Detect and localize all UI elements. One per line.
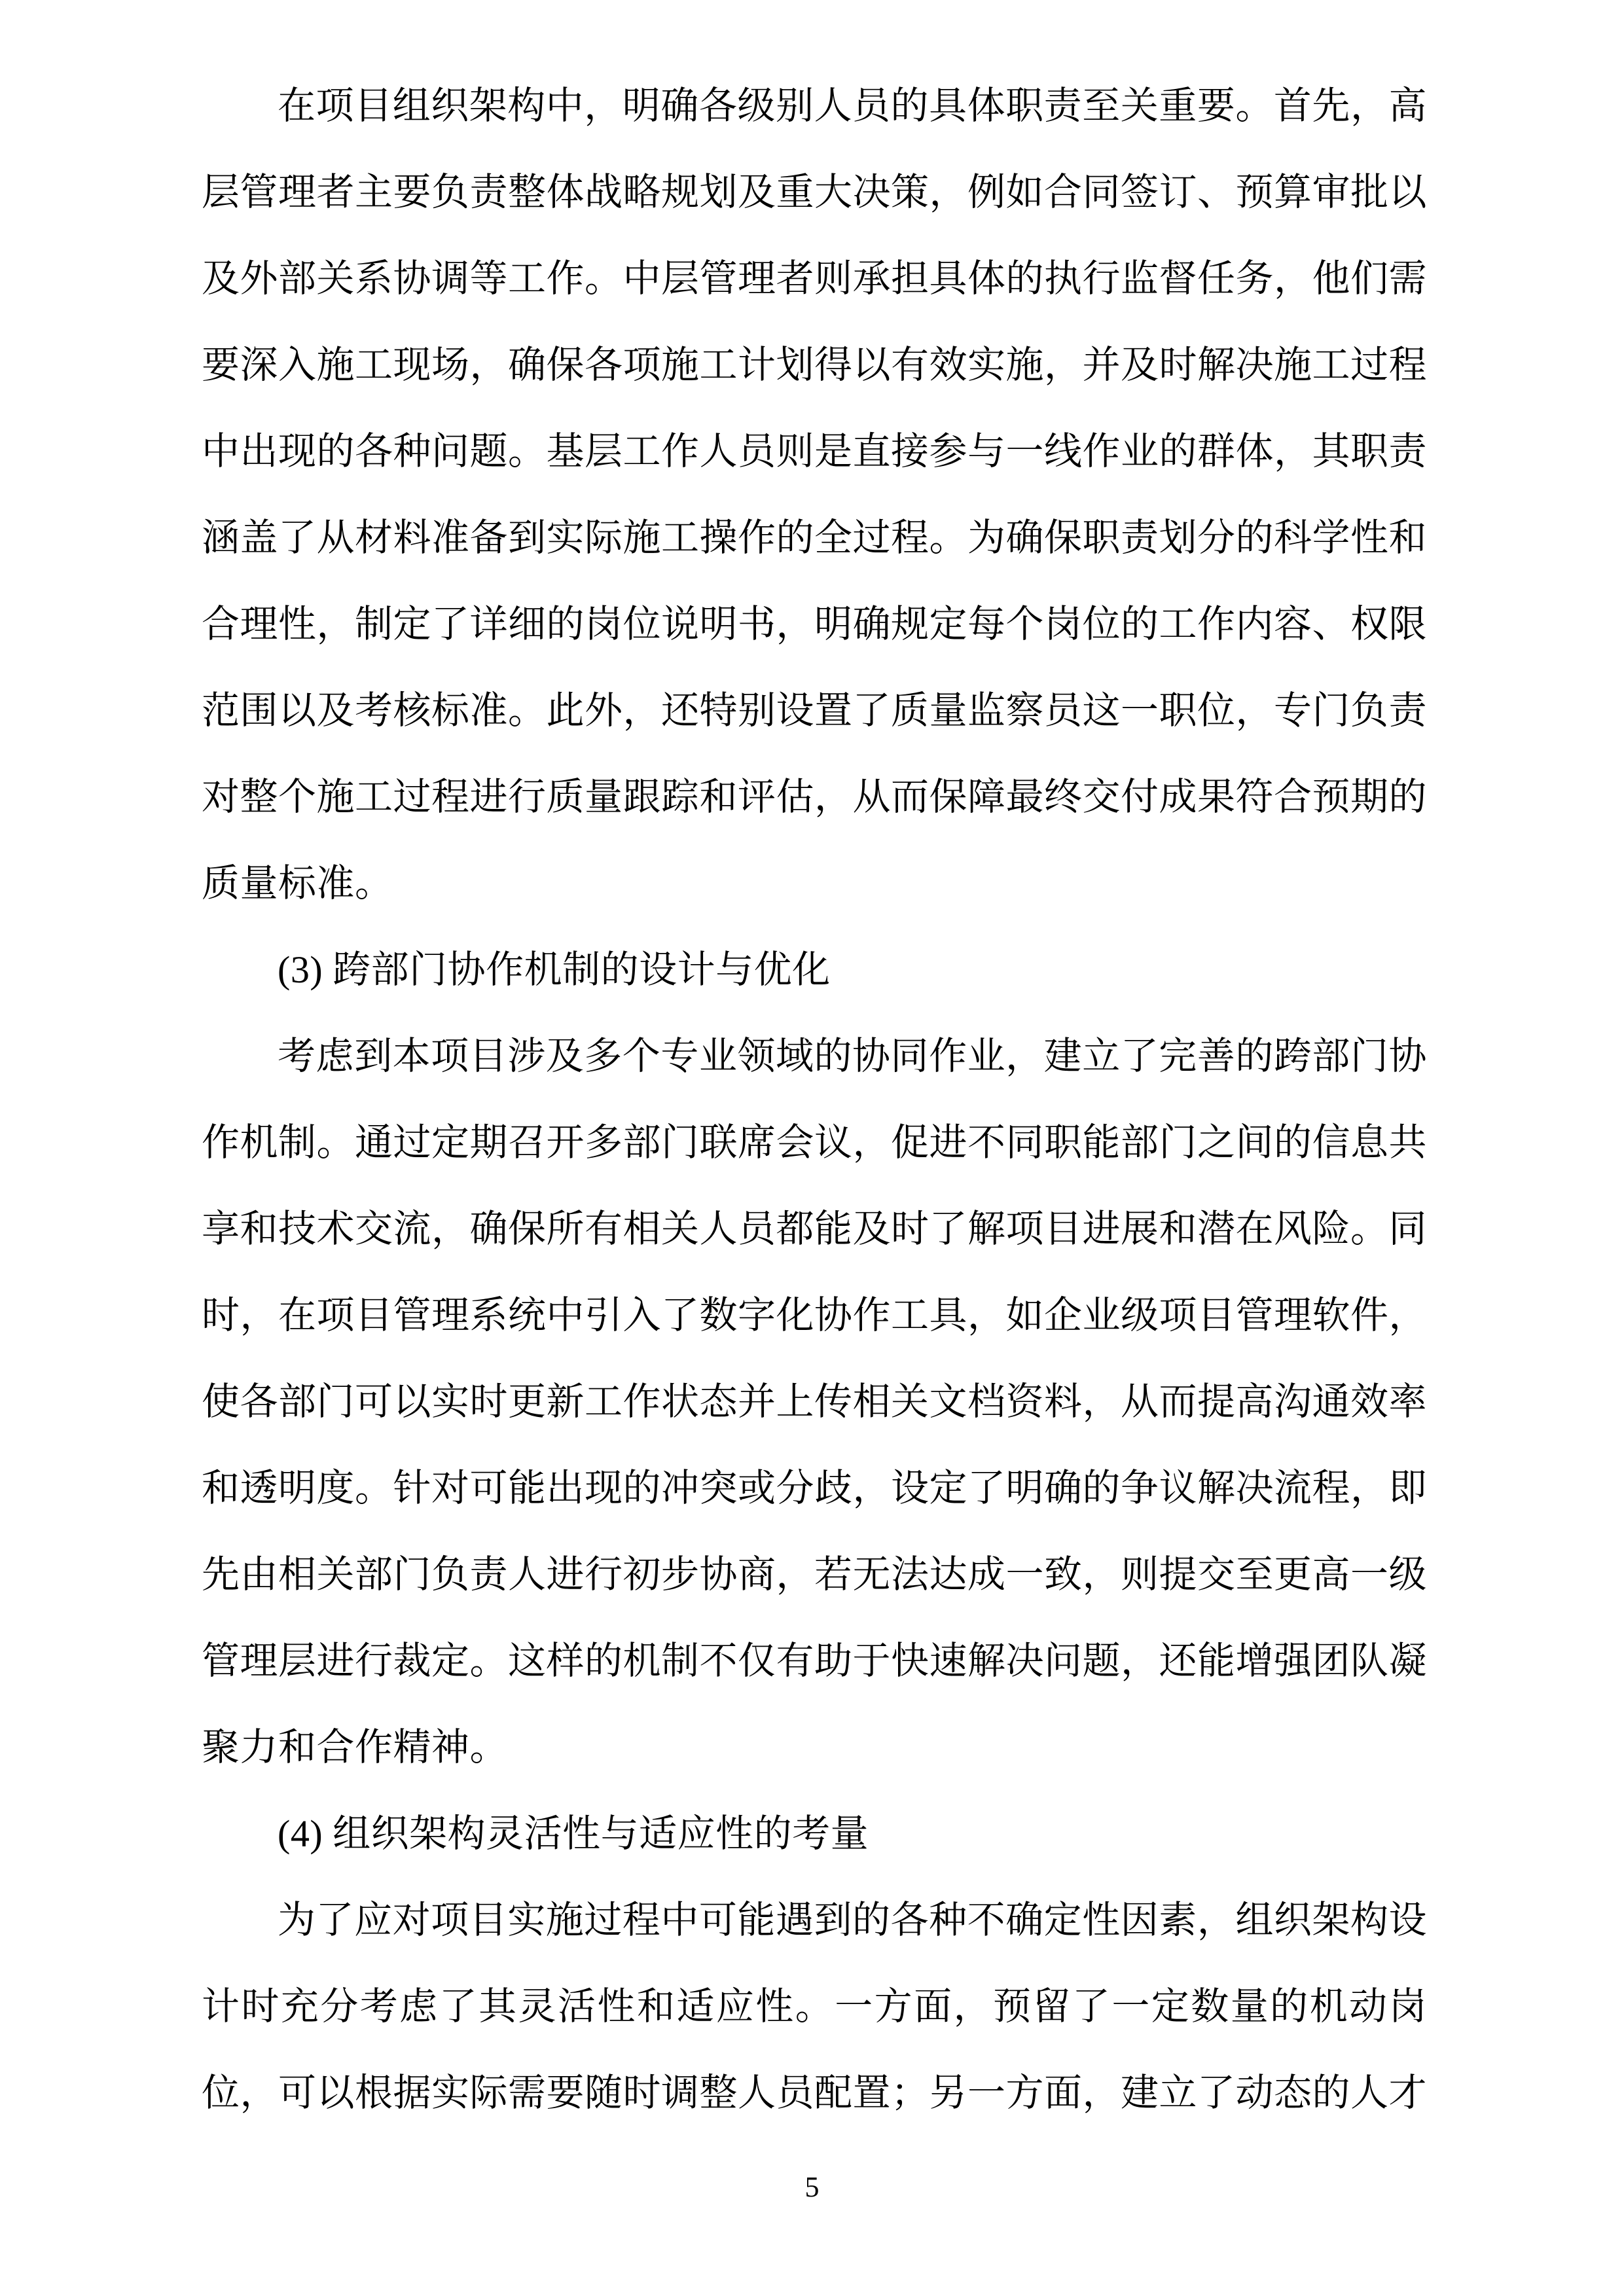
document-body xyxy=(202,63,1427,2136)
section-heading-3: (3) 跨部门协作机制的设计与优化 xyxy=(278,948,831,991)
page-number: 5 xyxy=(804,2171,820,2203)
section-heading-4: (4) 组织架构灵活性与适应性的考量 xyxy=(278,1812,869,1855)
body-paragraph: 考虑到本项目涉及多个专业领域的协同作业，建立了完善的跨部门协作机制。通过定期召开多部门联席会议，促进不同职能部门之间的信息共享和技术交流，确保所有相关人员都能及时了解项目进展和潜在风险。同时，在项目管理系统中引入了数字化协作工具，如企业级项目管理软件，使各部门可以实时更新工作状态并上传相关文档资料，从而提高沟通效率和透明度。针对可能出现的冲突或分歧，设定了明确的争议解决流程，即先由相关部门负责人进行初步协商，若无法达成一致，则提交至更高一级管理层进行裁定。这样的机制不仅有助于快速解决问题，还能增强团队凝聚力和合作精神。 xyxy=(202,1035,1428,1768)
body-paragraph: 为了应对项目实施过程中可能遇到的各种不确定性因素，组织架构设计时充分考虑了其灵活性和适应性。一方面，预留了一定数量的机动岗位，可以根据实际需要随时调整人员配置；另一方面，建立了动态的人才 xyxy=(202,1899,1428,2114)
body-paragraph: 在项目组织架构中，明确各级别人员的具体职责至关重要。首先，高层管理者主要负责整体战略规划及重大决策，例如合同签订、预算审批以及外部关系协调等工作。中层管理者则承担具体的执行监督任务，他们需要深入施工现场，确保各项施工计划得以有效实施，并及时解决施工过程中出现的各种问题。基层工作人员则是直接参与一线作业的群体，其职责涵盖了从材料准备到实际施工操作的全过程。为确保职责划分的科学性和合理性，制定了详细的岗位说明书，明确规定每个岗位的工作内容、权限范围以及考核标准。此外，还特别设置了质量监察员这一职位，专门负责对整个施工过程进行质量跟踪和评估，从而保障最终交付成果符合预期的质量标准。 xyxy=(202,84,1428,905)
